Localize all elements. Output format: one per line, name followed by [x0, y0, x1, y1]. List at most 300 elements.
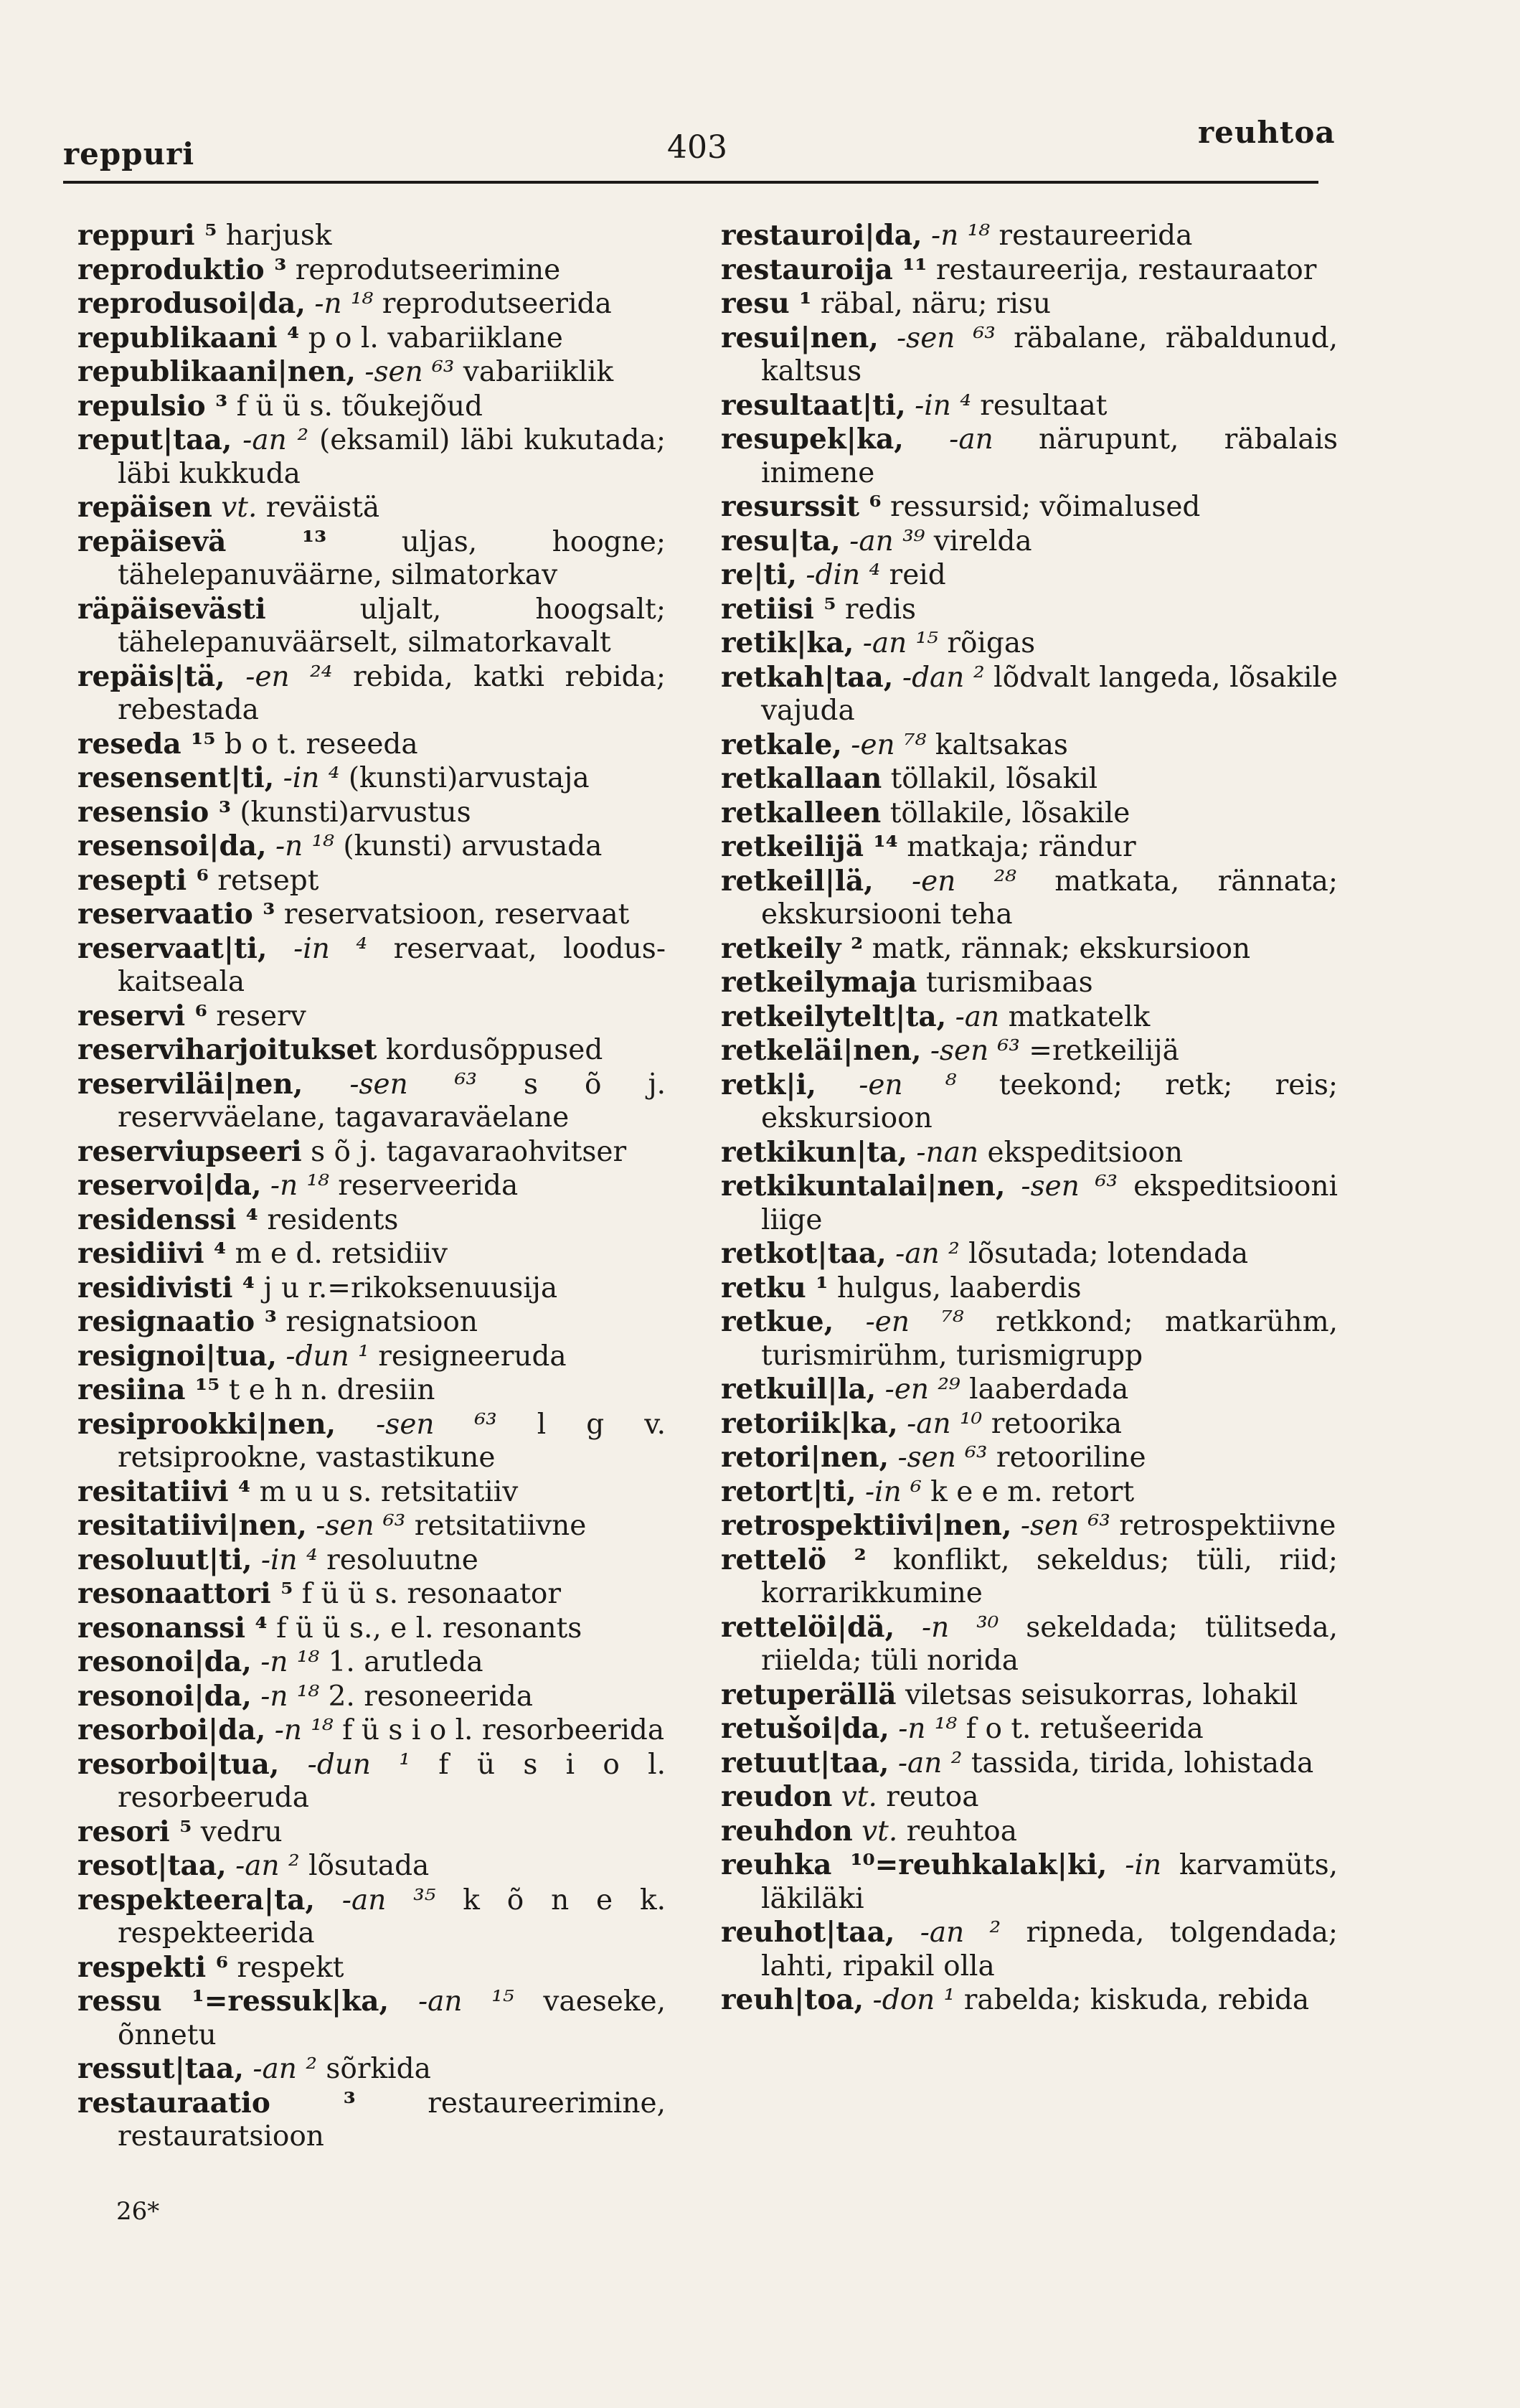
entry-headword: ressu ¹=ressuk|ka,: [77, 1985, 390, 2018]
dictionary-entry: [77, 321, 666, 356]
entry-headword: resui|nen,: [721, 321, 879, 354]
header-left-guide-word: reppuri: [63, 136, 195, 171]
entry-grammar: vt.: [221, 492, 258, 524]
entry-definition: (eksamil) läbi kukutada; läbi kukkuda: [118, 424, 666, 490]
entry-definition: j u r.=rikoksenuusija: [263, 1271, 558, 1304]
entry-headword: resensio ³: [77, 795, 231, 829]
page-number: 403: [667, 129, 727, 166]
entry-grammar: -in ⁴: [283, 762, 340, 794]
entry-headword: resurssit ⁶: [721, 490, 882, 523]
dictionary-entry: [77, 1033, 666, 1068]
entry-grammar: -din ⁴: [806, 559, 881, 591]
dictionary-entry: [77, 761, 666, 796]
dictionary-entry: [721, 1000, 1338, 1035]
entry-headword: reuh|toa,: [721, 1983, 864, 2016]
entry-definition: rõigas: [947, 627, 1036, 659]
entry-headword: resonoi|da,: [77, 1645, 252, 1678]
entry-definition: töllakil, lõsakil: [890, 763, 1098, 795]
dictionary-entry: [721, 389, 1338, 423]
dictionary-entry: [721, 1916, 1338, 1983]
entry-headword: retkikun|ta,: [721, 1135, 907, 1169]
dictionary-entry: [77, 1951, 666, 1985]
entry-definition: f ü ü s. resonaator: [301, 1578, 562, 1610]
entry-grammar: -an: [949, 423, 993, 456]
entry-definition: resoluutne: [326, 1543, 478, 1576]
entry-definition: retoorika: [991, 1407, 1123, 1440]
dictionary-entry: [721, 1441, 1338, 1475]
dictionary-entry: [721, 1611, 1338, 1678]
entry-headword: resonaattori ⁵: [77, 1577, 293, 1610]
dictionary-entry: [721, 1746, 1338, 1781]
dictionary-entry: [77, 390, 666, 424]
entry-definition: m u u s. retsitatiiv: [259, 1475, 519, 1508]
entry-grammar: -n ¹⁸: [931, 220, 991, 252]
entry-definition: matk, rännak; ekskursioon: [872, 932, 1251, 965]
entry-definition: reservaat, looduskaitseala: [118, 932, 666, 998]
entry-grammar: -en ²⁹: [884, 1373, 960, 1406]
entry-grammar: -an ²: [897, 1746, 963, 1779]
dictionary-entry: [721, 525, 1338, 559]
entry-definition: ekspeditsioon: [987, 1136, 1183, 1169]
entry-headword: retkikuntalai|nen,: [721, 1170, 1006, 1203]
dictionary-column-left: [77, 219, 666, 2154]
entry-grammar: -sen ⁶³: [376, 1408, 497, 1441]
dictionary-entry: [77, 1509, 666, 1543]
dictionary-entry: [721, 1170, 1338, 1237]
entry-headword: retkuil|la,: [721, 1373, 877, 1406]
dictionary-entry: [721, 490, 1338, 525]
entry-definition: matkaja; rändur: [907, 831, 1136, 863]
entry-definition: reväistä: [265, 492, 380, 524]
entry-grammar: -an ¹⁰: [907, 1407, 983, 1440]
entry-grammar: -dun ¹: [307, 1748, 410, 1781]
dictionary-entry: [721, 423, 1338, 490]
entry-definition: reservatsioon, reservaat: [283, 898, 630, 931]
dictionary-entry: [721, 1509, 1338, 1543]
entry-definition: karvamüts, läkiläki: [761, 1849, 1338, 1915]
entry-definition: vabariiklik: [463, 356, 614, 388]
entry-definition: reprodutseerimine: [295, 253, 561, 286]
entry-definition: retsept: [217, 864, 319, 897]
entry-definition: retrospektiivne: [1119, 1510, 1336, 1542]
entry-grammar: -sen ⁶³: [897, 321, 996, 354]
entry-headword: retkah|taa,: [721, 660, 894, 694]
dictionary-entry: [77, 1612, 666, 1646]
dictionary-entry: [77, 1271, 666, 1306]
entry-grammar: -an ²: [895, 1238, 960, 1270]
entry-grammar: -in ⁶: [864, 1475, 922, 1508]
dictionary-entry: [721, 1407, 1338, 1441]
entry-grammar: -n ¹⁸: [270, 1170, 329, 1202]
entry-headword: retori|nen,: [721, 1441, 889, 1474]
dictionary-entry: [721, 1712, 1338, 1746]
entry-definition: restaureerija, restauraator: [935, 253, 1317, 286]
entry-headword: retk|i,: [721, 1068, 816, 1101]
entry-grammar: -en ²⁸: [911, 865, 1016, 898]
entry-definition: matkatelk: [1008, 1000, 1151, 1033]
entry-definition: ekspeditsiooni liige: [761, 1170, 1338, 1236]
entry-grammar: -sen ⁶³: [364, 356, 455, 388]
entry-headword: rettelöi|dä,: [721, 1610, 895, 1644]
entry-headword: repäisen: [77, 491, 212, 524]
entry-grammar: -sen ⁶³: [897, 1441, 988, 1474]
entry-definition: matkata, rännata; ekskursiooni teha: [761, 865, 1339, 931]
dictionary-entry: [77, 423, 666, 491]
dictionary-entry: [77, 2087, 666, 2154]
entry-grammar: -en ⁷⁸: [851, 728, 927, 761]
dictionary-entry: [721, 1271, 1338, 1306]
entry-headword: resorboi|da,: [77, 1713, 266, 1746]
entry-definition: kordusõppused: [385, 1034, 603, 1066]
entry-headword: retkue,: [721, 1305, 834, 1338]
entry-headword: retkeilijä ¹⁴: [721, 830, 898, 863]
entry-definition: restaureerimine, restauratsioon: [118, 2087, 666, 2153]
entry-headword: resot|taa,: [77, 1849, 227, 1882]
entry-headword: retkallaan: [721, 762, 882, 795]
dictionary-entry: [77, 2052, 666, 2087]
entry-definition: f ü ü s. tõukejõud: [236, 390, 483, 423]
dictionary-entry: [77, 1543, 666, 1578]
entry-definition: f ü s i o l. resorbeerida: [342, 1714, 665, 1746]
entry-grammar: -an ³⁹: [849, 525, 925, 558]
dictionary-entry: [721, 1780, 1338, 1815]
dictionary-entry: [77, 253, 666, 288]
entry-grammar: vt.: [841, 1781, 877, 1813]
entry-headword: retuut|taa,: [721, 1746, 889, 1779]
entry-grammar: -n ¹⁸: [314, 288, 374, 320]
entry-grammar: -an ²: [242, 424, 309, 456]
entry-headword: retkeilytelt|ta,: [721, 1000, 947, 1033]
entry-headword: resonanssi ⁴: [77, 1611, 268, 1645]
entry-headword: retkalleen: [721, 796, 882, 829]
dictionary-entry: [77, 1475, 666, 1510]
dictionary-entry: [77, 728, 666, 762]
entry-grammar: -en ⁸: [859, 1068, 957, 1101]
entry-headword: resupek|ka,: [721, 423, 904, 456]
entry-definition: konflikt, sekeldus; tüli, riid; korrarikkumine: [761, 1543, 1338, 1609]
entry-headword: resultaat|ti,: [721, 388, 906, 422]
entry-definition: sõrkida: [326, 2053, 431, 2085]
entry-definition: sekeldada; tülitseda, riielda; tüli norida: [761, 1611, 1338, 1677]
dictionary-entry: [721, 1136, 1338, 1170]
entry-definition: f ü ü s., e l. resonants: [276, 1612, 582, 1645]
entry-headword: resitatiivi ⁴: [77, 1475, 251, 1508]
entry-definition: reuhtoa: [906, 1815, 1018, 1848]
dictionary-column-right: [721, 219, 1338, 2018]
dictionary-entry: [77, 593, 666, 660]
dictionary-entry: [721, 830, 1338, 865]
entry-definition: viletsas seisukorras, lohakil: [905, 1678, 1298, 1711]
entry-headword: reserviupseeri: [77, 1134, 302, 1168]
entry-grammar: -in ⁴: [915, 389, 971, 422]
entry-definition: lõdvalt langeda, lõsakile vajuda: [761, 661, 1338, 727]
entry-headword: retik|ka,: [721, 626, 854, 659]
dictionary-entry: [77, 932, 666, 1000]
entry-grammar: -dan ²: [902, 661, 985, 694]
entry-headword: reservi ⁶: [77, 999, 207, 1033]
entry-headword: restauroi|da,: [721, 219, 922, 252]
dictionary-entry: [77, 219, 666, 253]
entry-headword: resiprookki|nen,: [77, 1407, 336, 1441]
dictionary-entry: [77, 1000, 666, 1034]
entry-headword: retiisi ⁵: [721, 592, 836, 626]
entry-definition: resigneeruda: [378, 1340, 567, 1373]
entry-definition: respekt: [237, 1951, 344, 1984]
dictionary-entry: [721, 1678, 1338, 1713]
entry-grammar: -an ³⁵: [341, 1883, 436, 1916]
entry-definition: räbalane, räbaldunud, kaltsus: [761, 321, 1338, 387]
entry-headword: repulsio ³: [77, 389, 228, 423]
dictionary-entry: [721, 287, 1338, 321]
entry-headword: respekteera|ta,: [77, 1883, 315, 1916]
dictionary-entry: [721, 219, 1338, 253]
entry-definition: reserv: [216, 1000, 306, 1033]
entry-definition: närupunt, räbalais inimene: [761, 423, 1338, 489]
entry-headword: repäis|tä,: [77, 659, 225, 693]
entry-headword: reserviharjoitukset: [77, 1033, 377, 1066]
entry-grammar: -sen ⁶³: [1020, 1510, 1110, 1542]
entry-headword: resoluut|ti,: [77, 1543, 252, 1576]
entry-definition: 1. arutleda: [328, 1646, 483, 1678]
dictionary-entry: [721, 932, 1338, 967]
entry-headword: resorboi|tua,: [77, 1747, 280, 1781]
dictionary-entry: [721, 1848, 1338, 1916]
entry-definition: vaeseke, õnnetu: [118, 1985, 666, 2051]
entry-definition: laaberdada: [969, 1373, 1129, 1406]
dictionary-entry: [721, 593, 1338, 627]
entry-grammar: -in ⁴: [293, 932, 368, 965]
dictionary-entry: [77, 1373, 666, 1408]
entry-headword: reservoi|da,: [77, 1169, 262, 1202]
dictionary-entry: [77, 1849, 666, 1883]
entry-definition: uljalt, hoogsalt; tähelepanuväärselt, silmatorkavalt: [118, 593, 666, 659]
entry-grammar: -sen ⁶³: [930, 1035, 1020, 1067]
entry-headword: repäisevä ¹³: [77, 525, 327, 558]
entry-grammar: -sen ⁶³: [1021, 1170, 1118, 1203]
dictionary-entry: [77, 525, 666, 593]
dictionary-entry: [721, 661, 1338, 728]
dictionary-entry: [77, 1577, 666, 1612]
entry-grammar: -an: [955, 1000, 1000, 1033]
entry-headword: resignoi|tua,: [77, 1339, 277, 1373]
entry-grammar: -an ²: [235, 1850, 300, 1882]
entry-definition: lõsutada; lotendada: [968, 1238, 1249, 1270]
dictionary-entry: [721, 865, 1338, 932]
entry-headword: retkeilymaja: [721, 966, 917, 999]
entry-headword: reppuri ⁵: [77, 219, 217, 252]
entry-headword: retkot|taa,: [721, 1237, 887, 1270]
entry-headword: re|ti,: [721, 558, 797, 591]
entry-definition: ripneda, tolgendada; lahti, ripakil olla: [761, 1916, 1338, 1983]
entry-grammar: -an ²: [252, 2053, 317, 2085]
dictionary-entry: [721, 321, 1338, 389]
entry-grammar: -an ¹⁵: [862, 627, 938, 659]
dictionary-entry: [77, 1645, 666, 1680]
entry-headword: reprodusoi|da,: [77, 287, 306, 320]
entry-grammar: -sen ⁶³: [316, 1510, 406, 1542]
dictionary-entry: [77, 1305, 666, 1340]
entry-headword: residiivi ⁴: [77, 1237, 227, 1270]
dictionary-entry: [77, 829, 666, 864]
dictionary-entry: [77, 1408, 666, 1475]
entry-definition: reserveerida: [338, 1170, 519, 1202]
entry-definition: reid: [889, 559, 946, 591]
entry-grammar: -an ¹⁵: [417, 1985, 514, 2018]
entry-headword: retušoi|da,: [721, 1712, 889, 1745]
entry-headword: retuperällä: [721, 1678, 897, 1711]
dictionary-entry: [77, 864, 666, 898]
entry-definition: retkkond; matkarühm, turismirühm, turismigrupp: [761, 1306, 1339, 1372]
dictionary-entry: [77, 287, 666, 321]
entry-definition: k e e m. retort: [930, 1475, 1135, 1508]
entry-definition: rabelda; kiskuda, rebida: [963, 1984, 1310, 2016]
entry-definition: s õ j. tagavaraohvitser: [311, 1135, 627, 1168]
dictionary-entry: [721, 1373, 1338, 1407]
entry-definition: lõsutada: [308, 1850, 430, 1882]
entry-definition: p o l. vabariiklane: [308, 321, 563, 354]
entry-headword: resignaatio ³: [77, 1305, 277, 1338]
entry-definition: kaltsakas: [935, 728, 1068, 761]
entry-definition: (kunsti)arvustaja: [348, 762, 590, 794]
dictionary-entry: [721, 626, 1338, 661]
entry-definition: vedru: [200, 1815, 283, 1848]
entry-grammar: -nan: [916, 1136, 979, 1169]
entry-definition: reutoa: [886, 1781, 979, 1813]
entry-headword: resitatiivi|nen,: [77, 1509, 307, 1542]
entry-headword: restauroija ¹¹: [721, 253, 927, 286]
dictionary-entry: [721, 253, 1338, 288]
entry-definition: resignatsioon: [285, 1306, 478, 1338]
entry-grammar: -n ¹⁸: [275, 830, 334, 862]
page-header: [0, 0, 1520, 187]
entry-headword: republikaani ⁴: [77, 321, 300, 354]
dictionary-entry: [77, 1068, 666, 1135]
entry-definition: (kunsti) arvustada: [343, 830, 603, 862]
entry-grammar: -en ⁷⁸: [865, 1306, 964, 1338]
dictionary-entry: [721, 728, 1338, 763]
entry-headword: retort|ti,: [721, 1475, 856, 1508]
entry-headword: retkeläi|nen,: [721, 1034, 922, 1067]
signature-mark: 26*: [116, 2197, 160, 2226]
dictionary-entry: [721, 1237, 1338, 1271]
entry-grammar: -n ¹⁸: [260, 1680, 320, 1713]
entry-definition: m e d. retsidiiv: [235, 1238, 448, 1270]
entry-headword: resepti ⁶: [77, 863, 209, 897]
entry-grammar: -en ²⁴: [245, 660, 333, 693]
entry-grammar: -n ¹⁸: [260, 1646, 320, 1678]
entry-headword: retoriik|ka,: [721, 1406, 898, 1440]
entry-definition: uljas, hoogne; tähelepanuväärne, silmatorkav: [118, 525, 666, 591]
entry-headword: retkeil|lä,: [721, 864, 874, 898]
entry-definition: räbal, näru; risu: [820, 288, 1052, 320]
entry-grammar: -dun ¹: [285, 1340, 369, 1373]
entry-definition: rebida, katki rebida; rebestada: [118, 660, 666, 726]
entry-definition: (kunsti)arvustus: [240, 796, 471, 829]
entry-headword: residenssi ⁴: [77, 1203, 258, 1236]
entry-headword: retrospektiivi|nen,: [721, 1509, 1012, 1542]
entry-definition: teekond; retk; reis; ekskursioon: [761, 1068, 1338, 1134]
entry-headword: resensoi|da,: [77, 829, 267, 862]
dictionary-entry: [77, 660, 666, 728]
header-rule: [63, 181, 1318, 184]
entry-headword: retkale,: [721, 728, 842, 761]
entry-headword: reput|taa,: [77, 423, 232, 456]
entry-headword: resori ⁵: [77, 1815, 192, 1848]
entry-definition: f ü s i o l. resorbeeruda: [118, 1748, 666, 1814]
entry-definition: retooriline: [996, 1441, 1146, 1474]
dictionary-entry: [77, 1237, 666, 1271]
entry-headword: reservaatio ³: [77, 898, 275, 931]
entry-headword: restauraatio ³: [77, 2086, 356, 2120]
entry-headword: reserviläi|nen,: [77, 1067, 303, 1101]
entry-headword: reuhot|taa,: [721, 1916, 895, 1949]
entry-definition: f o t. retušeerida: [966, 1713, 1204, 1745]
entry-headword: resu|ta,: [721, 524, 841, 558]
dictionary-entry: [77, 1135, 666, 1170]
entry-headword: retku ¹: [721, 1271, 829, 1304]
dictionary-entry: [721, 762, 1338, 796]
entry-grammar: -sen ⁶³: [349, 1068, 477, 1101]
entry-definition: reprodutseerida: [382, 288, 612, 320]
dictionary-entry: [721, 558, 1338, 593]
entry-definition: k õ n e k. respekteerida: [118, 1883, 666, 1950]
entry-headword: räpäisevästi: [77, 592, 266, 626]
dictionary-entry: [77, 1203, 666, 1238]
entry-headword: respekti ⁶: [77, 1950, 228, 1984]
entry-definition: harjusk: [225, 220, 332, 252]
entry-definition: 2. resoneerida: [328, 1680, 534, 1713]
entry-headword: resiina ¹⁵: [77, 1373, 220, 1406]
entry-definition: resultaat: [980, 389, 1108, 422]
dictionary-entry: [77, 1815, 666, 1850]
entry-definition: residents: [267, 1203, 399, 1236]
entry-headword: retkeily ²: [721, 931, 864, 965]
dictionary-entry: [77, 1985, 666, 2052]
dictionary-entry: [77, 355, 666, 390]
entry-grammar: -in ⁴: [260, 1543, 318, 1576]
entry-definition: l g v. retsiprookne, vastastikune: [118, 1408, 666, 1474]
entry-definition: =retkeilijä: [1029, 1035, 1179, 1067]
entry-headword: reudon: [721, 1780, 833, 1813]
dictionary-entry: [77, 796, 666, 830]
entry-headword: residivisti ⁴: [77, 1271, 255, 1304]
dictionary-entry: [721, 966, 1338, 1000]
entry-definition: virelda: [933, 525, 1032, 558]
dictionary-entry: [721, 1815, 1338, 1849]
entry-grammar: -don ¹: [872, 1984, 955, 2016]
entry-definition: tassida, tirida, lohistada: [971, 1746, 1314, 1779]
dictionary-entry: [77, 1340, 666, 1374]
header-right-guide-word: reuhtoa: [1198, 115, 1336, 150]
dictionary-entry: [77, 491, 666, 525]
entry-headword: resensent|ti,: [77, 761, 275, 794]
dictionary-entry: [721, 1983, 1338, 2018]
entry-definition: hulgus, laaberdis: [836, 1271, 1082, 1304]
entry-headword: reproduktio ³: [77, 253, 287, 286]
entry-grammar: -n ¹⁸: [274, 1714, 334, 1746]
dictionary-entry: [721, 1543, 1338, 1611]
entry-definition: ressursid; võimalused: [890, 491, 1201, 523]
dictionary-entry: [721, 1475, 1338, 1510]
entry-definition: töllakile, lõsakile: [889, 796, 1130, 829]
entry-grammar: -an ²: [920, 1916, 1001, 1949]
entry-headword: rettelö ²: [721, 1543, 867, 1576]
dictionary-entry: [77, 1748, 666, 1815]
entry-headword: resu ¹: [721, 287, 812, 320]
entry-grammar: -n ³⁰: [921, 1611, 999, 1644]
entry-definition: turismibaas: [925, 967, 1093, 999]
entry-headword: ressut|taa,: [77, 2052, 244, 2085]
